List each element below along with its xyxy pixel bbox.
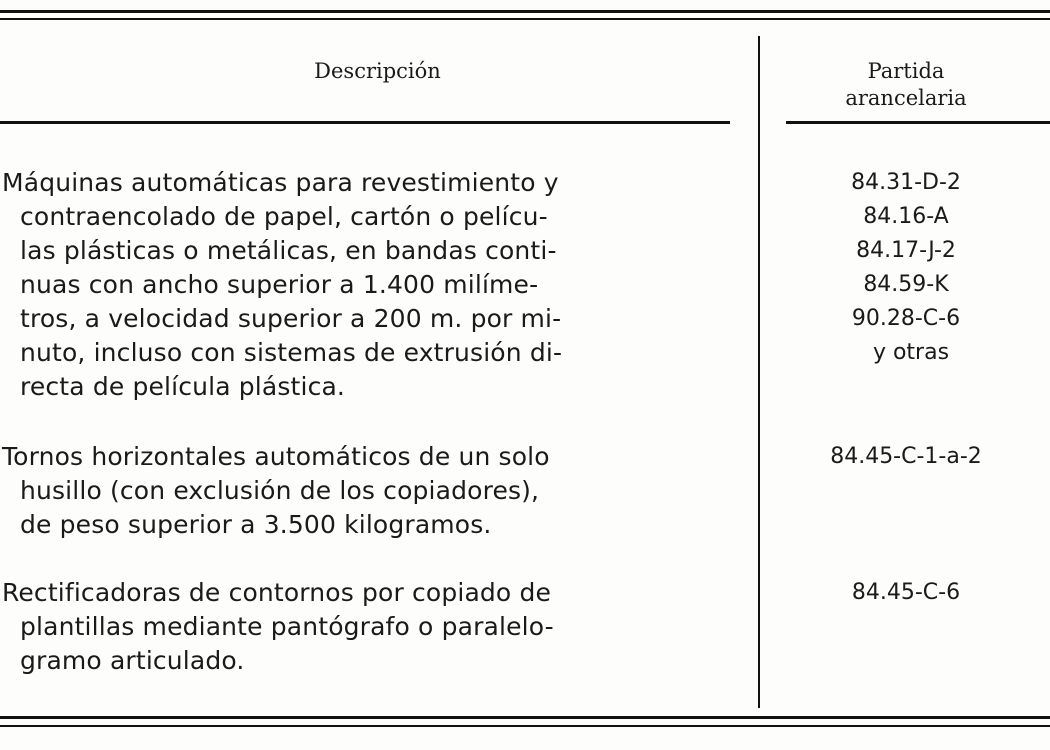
description-line: husillo (con exclusión de los copiadores), xyxy=(20,476,540,505)
column-divider xyxy=(758,36,760,708)
header-rule-description xyxy=(0,121,730,124)
header-rule-partida xyxy=(786,121,1050,124)
tariff-code: 84.31-D-2 xyxy=(851,170,961,195)
top-rule-thin xyxy=(0,18,1050,20)
header-partida-line2: arancelaria xyxy=(845,86,967,110)
tariff-code: 84.45-C-1-a-2 xyxy=(830,444,982,469)
header-partida xyxy=(762,58,1050,112)
tariff-code: 84.17-J-2 xyxy=(856,238,956,263)
description-line: Tornos horizontales automáticos de un solo xyxy=(2,442,550,471)
description-line: recta de película plástica. xyxy=(20,372,346,401)
description-line: de peso superior a 3.500 kilogramos. xyxy=(20,510,492,539)
description-line: contraencolado de papel, cartón o pelícu- xyxy=(20,202,548,231)
top-rule-thick xyxy=(0,10,1050,13)
header-partida-line1: Partida xyxy=(867,59,945,83)
row-3-description xyxy=(0,576,736,678)
description-line: plantillas mediante pantógrafo o paralelo- xyxy=(20,612,554,641)
bottom-rule-thick xyxy=(0,716,1050,719)
row-3-codes xyxy=(762,576,1050,610)
row-2-codes xyxy=(762,440,1050,474)
description-line: las plásticas o metálicas, en bandas conti- xyxy=(20,236,557,265)
tariff-code: 84.45-C-6 xyxy=(851,580,961,605)
description-line: Máquinas automáticas para revestimiento y xyxy=(2,168,559,197)
row-2-description xyxy=(0,440,736,542)
bottom-rule-thin xyxy=(0,725,1050,727)
description-line: gramo articulado. xyxy=(20,646,245,675)
description-line: nuto, incluso con sistemas de extrusión di- xyxy=(20,338,563,367)
header-description: Descripción xyxy=(314,59,441,83)
tariff-code: y otras xyxy=(872,340,950,365)
description-line: tros, a velocidad superior a 200 m. por mi- xyxy=(20,304,562,333)
row-1-codes xyxy=(762,166,1050,370)
tariff-code: 90.28-C-6 xyxy=(851,306,961,331)
tariff-code: 84.16-A xyxy=(863,204,949,229)
row-1-description xyxy=(0,166,736,404)
description-line: nuas con ancho superior a 1.400 milíme- xyxy=(20,270,539,299)
tariff-code: 84.59-K xyxy=(863,272,949,297)
description-line: Rectificadoras de contornos por copiado de xyxy=(2,578,552,607)
